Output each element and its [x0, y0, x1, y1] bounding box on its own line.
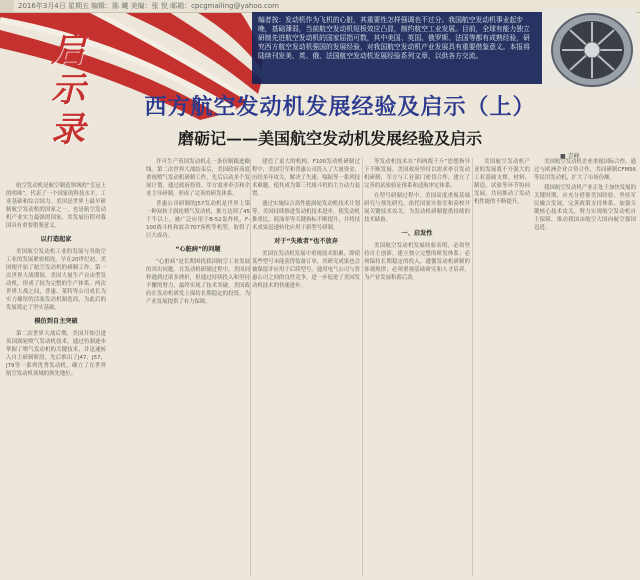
article-paragraph: 美国航空发动机发展经验表明，必须坚持自主创新，建立独立完整的研发体系；必须保持长期稳定的投入，遵循发动机研制的客观规律；必须重视基础研究和人才培养，为产业发展积蓄后劲。 [364, 243, 470, 281]
article-column-4 [364, 158, 470, 576]
article-column-2 [146, 158, 250, 576]
section-heading: 模仿到自主突破 [34, 318, 78, 325]
header-info: 2016年3月4日 星期五 编辑：陈 曦 美编：张 悦 邮箱：cpcgmailing@yahoo.com [18, 2, 279, 10]
vertical-section-title [48, 30, 88, 150]
article-column-1 [6, 182, 106, 574]
article-paragraph: 普惠公司研制的J57发动机是世界上第一种双转子涡轮喷气发动机，推力达到了45千牛以上，被广泛应用于B-52轰炸机、F-100战斗机和波音707客机等机型，取得了巨大成功。 [146, 201, 250, 239]
article-paragraph: “心脏病”是长期困扰我国航空工业发展的突出问题。在发动机研制过程中，美国同样遇到过诸多挫折，但通过持续投入和坚持不懈的努力，最终实现了技术突破。美国政府在发动机研发上保持长期稳定的投资，为产业发展提供了有力保障。 [146, 259, 250, 305]
article-paragraph: 美国在发动机发展中重视技术积累，即使某些型号未能获得装备订单，其研究成果也会被保留并应用于后续型号。通用电气公司与普惠公司之间的良性竞争，进一步促进了美国发动机技术的快速进步。 [252, 251, 360, 289]
article-paragraph: 等发动机技术在“四两拨千斤”思想指导下不断发展，美国政府坚持以需求牵引发动机研制，军方与工业部门密切合作，建立了完善的试验验证体系和适航审定体系。 [364, 159, 470, 189]
page-number-tab [0, 0, 14, 12]
main-title: 西方航空发动机发展经验及启示（上） [144, 94, 536, 120]
byline: ■ 青峰 [560, 153, 580, 160]
vertical-title-char: 启 [51, 30, 85, 70]
article-paragraph: 通过实施综合高性能涡轮发动机技术计划等，美国持续推进发动机技术进步，使发动机推重比、耗油率等关键指标不断提升，并将技术成果迅速转化应用于新型号研制。 [252, 201, 360, 231]
column-divider [472, 158, 473, 576]
article-paragraph: 建造了更大的机构。F100发动机研制过程中，美国空军和普惠公司投入了大量资金，历经多年攻关，解决了失速、喘振等一系列技术难题，使其成为第三代战斗机的主力动力装置。 [252, 159, 360, 197]
subtitle: 磨砺记——美国航空发动机发展经验及启示 [177, 129, 482, 148]
article-paragraph: 第二次世界大战后期，美国开始引进英国涡轮喷气发动机技术，通过仿制逐步掌握了喷气发动机的关键技术，并迅速转入自主研制阶段，先后推出了J47、J57、J79等一系列优秀发动机，确立了在世界航空发动机领域的领先地位。 [6, 331, 106, 377]
editor-note: 编者按：发动机作为飞机的心脏，其重要性怎样强调也不过分。我国航空发动机事业起步晚，基础薄弱，当前航空发动机短板效应凸显，制约航空工业发展。目前，全球有能力独立研制先进航空发动机的国家屈指可数，其中美国、英国、俄罗斯、法国等都有成熟经验，研究西方航空发动机强国的发展经验，对我国航空发动机产业发展具有重要借鉴意义。本报将陆续刊发美、英、俄、法国航空发动机发展经验系列文章，以供各方交流。 [252, 12, 542, 84]
article-paragraph: 许可生产英国发动机走一条仿制跟进路线。第二次世界大战结束后，美国政府高度重视喷气发动机研制工作，先后启动多个发展计划，通过政府投资、军方需求牵引和企业主导研制，形成了完善的研发体系。 [146, 159, 250, 197]
article-column-6 [534, 158, 636, 576]
section-heading: “心脏病”的问题 [175, 246, 221, 253]
article-paragraph: 在型号研制过程中，美国高度重视基础研究与预先研究，依托国家实验室和高校开展关键技术攻关，为发动机研制提供持续的技术储备。 [364, 193, 470, 223]
section-heading: 对于“失败者”也不放弃 [274, 238, 338, 245]
article-paragraph: 美国航空发动机工业的发展与其航空工业的发展紧密相连。早在20世纪初，美国便开始了航空发动机的研制工作。第一次世界大战期间，美国大量生产自由型发动机，形成了较为完整的生产体系。两次世界大战之间，普惠、莱特等公司成长为实力雄厚的活塞发动机制造商，为此后的发展奠定了坚实基础。 [6, 249, 106, 311]
article-paragraph: 美国航空发动机产业的发展离不开强大的工业基础支撑，材料、制造、试验等环节协同发展，共同推动了发动机性能的不断提升。 [474, 159, 530, 205]
column-divider [362, 158, 363, 576]
article-paragraph: 美国航空发动机企业重视国际合作，通过与欧洲企业合资合作，共同研制CFM56等民用发动机，扩大了市场份额。 [534, 159, 636, 181]
column-divider [250, 158, 251, 576]
article-paragraph: 我国航空发动机产业正处于加快发展的关键时期，应充分借鉴美国经验，坚持军民融合发展，完善政策支持体系，加强关键核心技术攻关，努力实现航空发动机自主保障，推动我国由航空大国向航空强国迈进。 [534, 185, 636, 231]
vertical-title-char: 录 [51, 110, 85, 150]
section-heading: 一、启发性 [401, 230, 433, 237]
article-column-3 [252, 158, 360, 576]
section-heading: 以打造起家 [40, 236, 72, 243]
jet-engine-image [542, 8, 636, 90]
article-column-5 [474, 158, 530, 576]
article-lead: 航空发动机是航空制造领域的“皇冠上的明珠”，代表了一个国家的科技水平、工业基础和综合国力。美国是世界上最早研制航空发动机的国家之一，也是航空发动机产业实力最强的国家，其发展历程对我国具有重要借鉴意义。 [6, 183, 106, 229]
vertical-title-char: 示 [51, 70, 85, 110]
